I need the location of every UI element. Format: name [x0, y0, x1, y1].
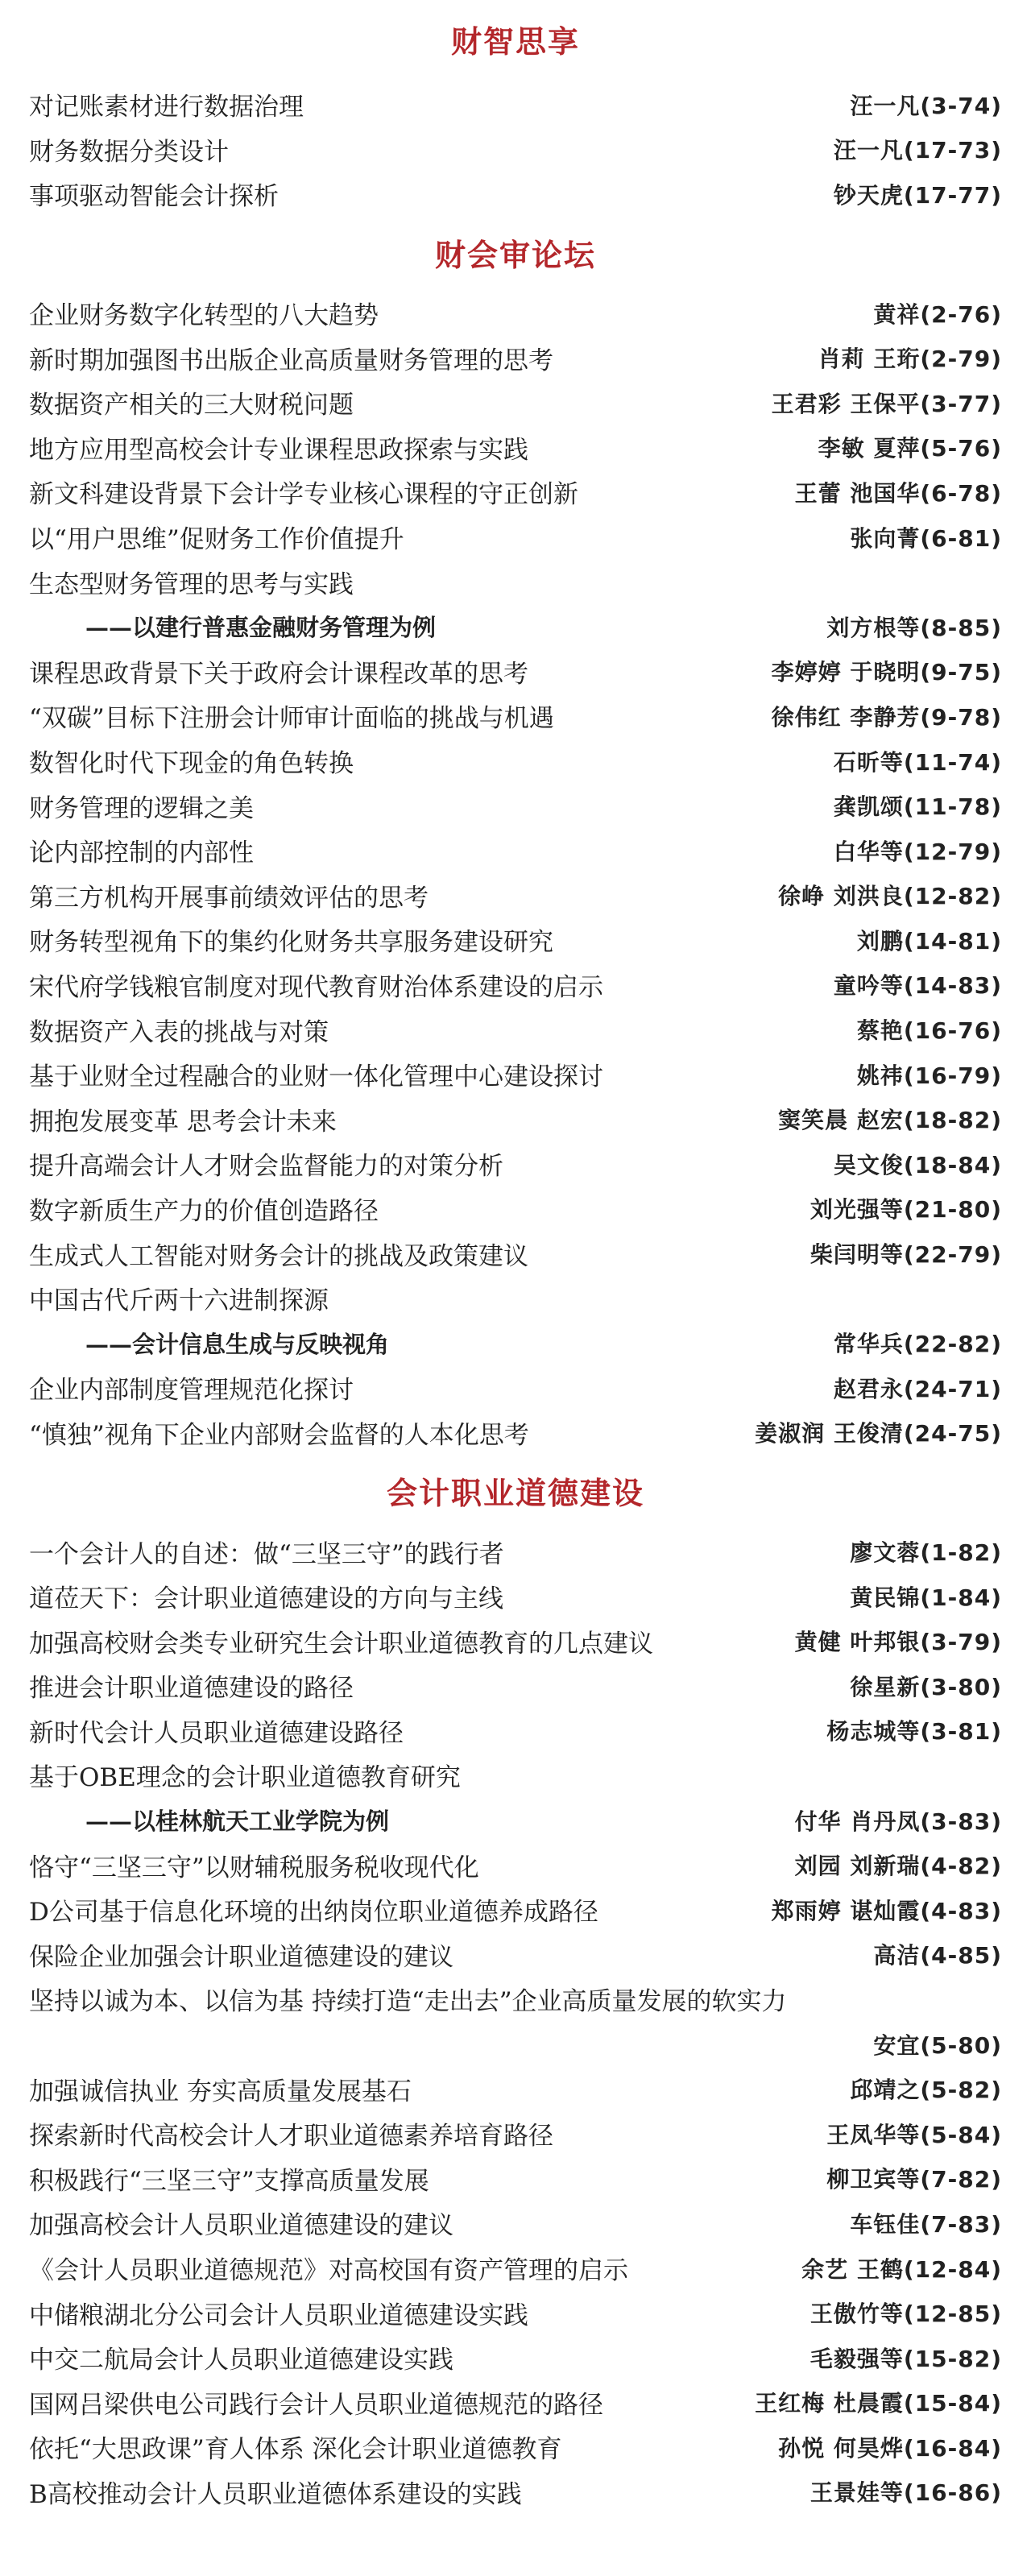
entry-title: 保险企业加强会计职业道德建设的建议 [29, 1942, 453, 1972]
entry-title: 宋代府学钱粮官制度对现代教育财治体系建设的启示 [29, 972, 603, 1002]
entry-title: 财务管理的逻辑之美 [29, 793, 254, 823]
entry-title: 第三方机构开展事前绩效评估的思考 [29, 883, 429, 913]
entry-author-issue: 毛毅强等(15-82) [809, 2345, 1002, 2372]
entry-title: 论内部控制的内部性 [29, 839, 254, 868]
entry-title: 数据资产相关的三大财税问题 [29, 391, 354, 420]
toc-entry [29, 1977, 1002, 2022]
entry-title: 一个会计人的自述：做“三坚三守”的践行者 [29, 1539, 504, 1569]
entry-title: 基于OBE理念的会计职业道德教育研究 [29, 1763, 461, 1793]
entry-author-issue: 余艺 王鹤(12-84) [801, 2255, 1002, 2283]
toc-entry [29, 2290, 1002, 2335]
entry-author-issue: 赵君永(24-71) [833, 1375, 1002, 1402]
toc-entry [29, 917, 1002, 963]
entry-author-issue: 王景娃等(16-86) [809, 2479, 1002, 2507]
entry-author-issue: 徐星新(3-80) [850, 1673, 1002, 1700]
entry-author-issue: 李敏 夏萍(5-76) [818, 435, 1002, 462]
toc-entry [29, 1574, 1002, 1619]
entry-author-issue: 刘园 刘新瑞(4-82) [794, 1853, 1002, 1880]
entry-author-issue: 杨志城等(3-81) [826, 1718, 1002, 1746]
entry-author-issue: 黄健 叶邦银(3-79) [794, 1629, 1002, 1656]
entry-author-issue: 高洁(4-85) [873, 1942, 1002, 1969]
toc-entry [29, 515, 1002, 560]
entry-author-issue: 徐峥 刘洪良(12-82) [778, 883, 1002, 910]
entry-title: “慎独”视角下企业内部财会监督的人本化思考 [29, 1420, 529, 1450]
entry-author-issue: 汪一凡(17-73) [833, 137, 1002, 164]
toc-entry [29, 1365, 1002, 1410]
toc-entry [29, 828, 1002, 873]
toc-entry [29, 1052, 1002, 1097]
entry-author-issue: 邱靖之(5-82) [850, 2077, 1002, 2104]
entry-author-issue: 窦笑晨 赵宏(18-82) [778, 1107, 1002, 1134]
toc-entry [29, 694, 1002, 739]
entry-title: 财务数据分类设计 [29, 137, 229, 167]
entry-title: 中储粮湖北分公司会计人员职业道德建设实践 [29, 2301, 528, 2330]
section-title: 财会审论坛 [434, 237, 596, 273]
entry-title: 数据资产入表的挑战与对策 [29, 1017, 329, 1047]
toc-entry [29, 2246, 1002, 2291]
entry-author-issue: 付华 肖丹凤(3-83) [794, 1808, 1002, 1835]
toc-entry [29, 2470, 1002, 2515]
entry-title: 加强诚信执业 夯实高质量发展基石 [29, 2077, 412, 2106]
entry-author-issue: 柴闫明等(22-79) [809, 1241, 1002, 1269]
entry-title: 对记账素材进行数据治理 [29, 93, 304, 122]
toc-entry [29, 963, 1002, 1008]
toc-entry [29, 291, 1002, 336]
toc-entry [29, 172, 1002, 217]
section-kuaiji-zhiye-daode [29, 1469, 1002, 2514]
toc-entry [29, 1187, 1002, 1232]
entry-title: 探索新时代高校会计人才职业道德素养培育路径 [29, 2122, 553, 2151]
entry-author-issue: 钞天虎(17-77) [833, 181, 1002, 209]
entry-title: 中国古代斤两十六进制探源 [29, 1286, 329, 1316]
toc-entry [29, 1663, 1002, 1708]
entry-author-issue: 童吟等(14-83) [833, 972, 1002, 1000]
entry-title: 积极践行“三坚三守”支撑高质量发展 [29, 2166, 429, 2196]
section-caizhi-sixiang [29, 18, 1002, 217]
entry-title: 企业内部制度管理规范化探讨 [29, 1376, 354, 1406]
entry-title: 国网吕梁供电公司践行会计人员职业道德规范的路径 [29, 2390, 603, 2420]
toc-entry [29, 2201, 1002, 2246]
entry-author-issue: 柳卫宾等(7-82) [826, 2166, 1002, 2193]
toc-entry [29, 1320, 1002, 1365]
toc-entry [29, 1096, 1002, 1141]
toc-entry [29, 604, 1002, 649]
toc-entry [29, 2022, 1002, 2067]
toc-entry [29, 2111, 1002, 2156]
entry-author-issue: 白华等(12-79) [833, 838, 1002, 865]
entry-author-issue: 安宜(5-80) [873, 2031, 1002, 2059]
entry-author-issue: 王君彩 王保平(3-77) [771, 390, 1002, 417]
toc-entry [29, 1753, 1002, 1798]
entry-title: 加强高校财会类专业研究生会计职业道德教育的几点建议 [29, 1629, 653, 1659]
entry-title: D公司基于信息化环境的出纳岗位职业道德养成路径 [29, 1898, 598, 1928]
entry-subtitle: ——会计信息生成与反映视角 [85, 1330, 390, 1358]
entry-title: 企业财务数字化转型的八大趋势 [29, 301, 379, 331]
entry-author-issue: 李婷婷 于晓明(9-75) [771, 659, 1002, 686]
toc-entry [29, 2425, 1002, 2470]
entry-author-issue: 王红梅 杜晨霞(15-84) [755, 2390, 1002, 2417]
entry-title: 课程思政背景下关于政府会计课程改革的思考 [29, 659, 528, 689]
section-title: 财智思享 [450, 24, 580, 60]
entry-author-issue: 黄祥(2-76) [873, 300, 1002, 328]
entry-author-issue: 石昕等(11-74) [833, 748, 1002, 776]
toc-entry [29, 1007, 1002, 1052]
entry-author-issue: 肖莉 王珩(2-79) [818, 346, 1002, 373]
toc-entry [29, 82, 1002, 127]
toc-entry [29, 2066, 1002, 2111]
entry-author-issue: 王蕾 池国华(6-78) [794, 479, 1002, 507]
entry-title: “双碳”目标下注册会计师审计面临的挑战与机遇 [29, 704, 554, 734]
entry-author-issue: 汪一凡(3-74) [850, 92, 1002, 119]
toc-entry [29, 2380, 1002, 2425]
entry-author-issue: 姜淑润 王俊清(24-75) [755, 1420, 1002, 1447]
entry-title: 数智化时代下现金的角色转换 [29, 749, 354, 779]
entry-title: 拥抱发展变革 思考会计未来 [29, 1107, 337, 1137]
entry-title: 生成式人工智能对财务会计的挑战及政策建议 [29, 1241, 528, 1271]
entry-author-issue: 姚祎(16-79) [856, 1062, 1002, 1089]
entry-title: 财务转型视角下的集约化财务共享服务建设研究 [29, 928, 553, 958]
toc-entry [29, 1932, 1002, 1978]
entry-title: 中交二航局会计人员职业道德建设实践 [29, 2346, 453, 2375]
entry-title: 提升高端会计人才财会监督能力的对策分析 [29, 1152, 503, 1182]
entry-title: 地方应用型高校会计专业课程思政探索与实践 [29, 435, 528, 465]
toc-entry [29, 1887, 1002, 1932]
entry-author-issue: 刘光强等(21-80) [809, 1196, 1002, 1224]
toc-entry [29, 2156, 1002, 2201]
toc-entry [29, 1842, 1002, 1887]
toc-entry [29, 1529, 1002, 1574]
entry-title: 《会计人员职业道德规范》对高校国有资产管理的启示 [29, 2256, 628, 2286]
entry-author-issue: 徐伟红 李静芳(9-78) [771, 703, 1002, 731]
entry-title: 加强高校会计人员职业道德建设的建议 [29, 2211, 453, 2241]
toc-page [0, 18, 1031, 2514]
entry-author-issue: 廖文蓉(1-82) [850, 1539, 1002, 1567]
toc-entry [29, 380, 1002, 425]
entry-title: 基于业财全过程融合的业财一体化管理中心建设探讨 [29, 1062, 603, 1092]
toc-entry [29, 127, 1002, 172]
toc-entry [29, 2335, 1002, 2380]
entry-title: 生态型财务管理的思考与实践 [29, 569, 354, 599]
toc-entry [29, 649, 1002, 694]
toc-entry [29, 1410, 1002, 1456]
toc-entry [29, 470, 1002, 515]
toc-entry [29, 425, 1002, 470]
entry-author-issue: 孙悦 何昊烨(16-84) [778, 2434, 1002, 2462]
toc-entry [29, 1276, 1002, 1321]
entry-title: 恪守“三坚三守”以财辅税服务税收现代化 [29, 1853, 479, 1882]
toc-entry [29, 783, 1002, 828]
entry-title: 推进会计职业道德建设的路径 [29, 1674, 354, 1704]
entry-author-issue: 王凤华等(5-84) [826, 2121, 1002, 2148]
entry-author-issue: 刘鹏(14-81) [856, 927, 1002, 955]
entry-subtitle: ——以建行普惠金融财务管理为例 [85, 614, 437, 642]
entry-title: 事项驱动智能会计探析 [29, 182, 279, 212]
toc-entry [29, 873, 1002, 918]
entry-subtitle: ——以桂林航天工业学院为例 [85, 1808, 390, 1836]
entry-title: 坚持以诚为本、以信为基 持续打造“走出去”企业高质量发展的软实力 [29, 1987, 787, 2017]
toc-entry [29, 1708, 1002, 1754]
entry-title: 新文科建设背景下会计学专业核心课程的守正创新 [29, 480, 578, 510]
entry-author-issue: 吴文俊(18-84) [833, 1151, 1002, 1178]
entry-author-issue: 王傲竹等(12-85) [809, 2301, 1002, 2328]
entry-title: 依托“大思政课”育人体系 深化会计职业道德教育 [29, 2435, 562, 2465]
toc-entry [29, 1618, 1002, 1663]
toc-entry [29, 1231, 1002, 1276]
toc-entry [29, 1141, 1002, 1187]
entry-author-issue: 车钰佳(7-83) [850, 2210, 1002, 2238]
entry-title: 新时期加强图书出版企业高质量财务管理的思考 [29, 346, 553, 375]
entry-author-issue: 蔡艳(16-76) [856, 1017, 1002, 1045]
section-caihuishen-luntan [29, 231, 1002, 1455]
entry-title: 道莅天下：会计职业道德建设的方向与主线 [29, 1584, 503, 1614]
toc-entry [29, 1798, 1002, 1843]
toc-entry [29, 739, 1002, 784]
entry-author-issue: 张向菁(6-81) [850, 524, 1002, 552]
entry-author-issue: 刘方根等(8-85) [826, 614, 1002, 641]
entry-title: 以“用户思维”促财务工作价值提升 [29, 525, 404, 555]
entry-title: 数字新质生产力的价值创造路径 [29, 1196, 379, 1226]
toc-entry [29, 335, 1002, 380]
toc-entry [29, 559, 1002, 604]
entry-author-issue: 黄民锦(1-84) [850, 1584, 1002, 1611]
entry-author-issue: 郑雨婷 谌灿霞(4-83) [771, 1897, 1002, 1924]
entry-author-issue: 常华兵(22-82) [833, 1331, 1002, 1358]
entry-title: 新时代会计人员职业道德建设路径 [29, 1718, 404, 1748]
entry-author-issue: 龚凯颂(11-78) [833, 793, 1002, 821]
entry-title: B高校推动会计人员职业道德体系建设的实践 [29, 2479, 522, 2509]
section-title: 会计职业道德建设 [386, 1476, 644, 1512]
